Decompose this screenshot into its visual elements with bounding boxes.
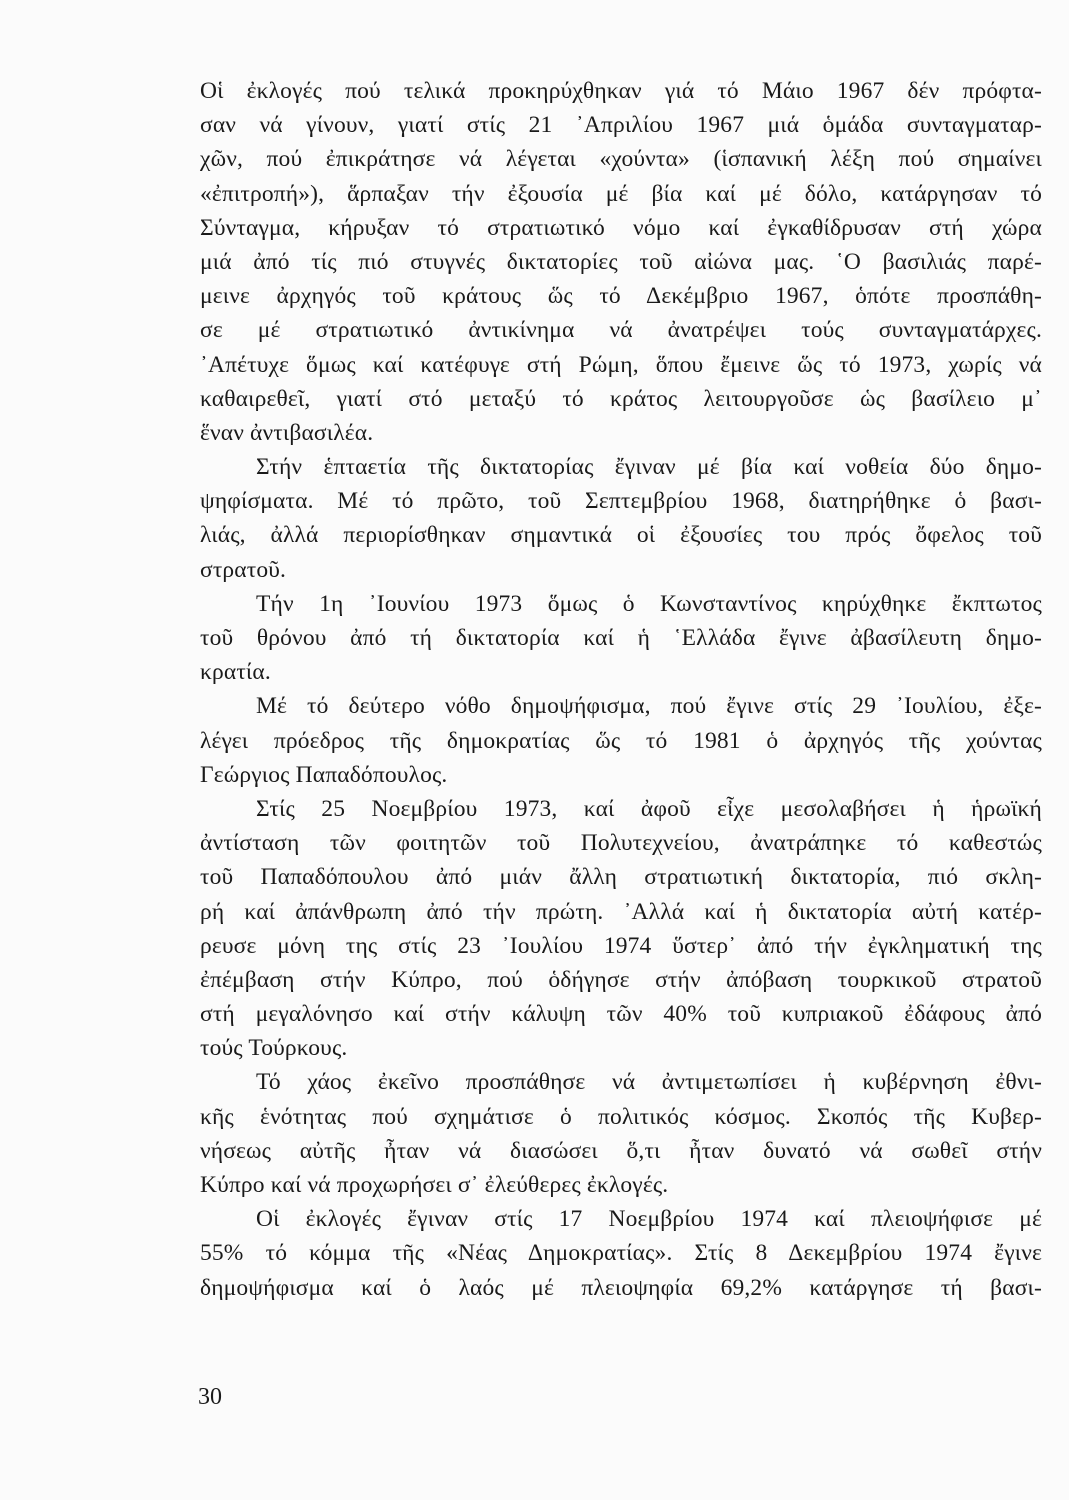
body-text <box>200 74 1042 1305</box>
text-line: καθαιρεθεῖ, γιατί στό μεταξύ τό κράτος λειτουργοῦσε ὡς βασίλειο μ᾿ <box>200 385 1042 412</box>
text-line: «ἐπιτροπή»), ἅρπαξαν τήν ἐξουσία μέ βία καί μέ δόλο, κατάργησαν τό <box>200 180 1042 207</box>
text-line: Γεώργιος Παπαδόπουλος. <box>200 761 448 788</box>
text-line: ρευσε μόνη της στίς 23 ᾿Ιουλίου 1974 ὕστερ᾿ ἀπό τήν ἐγκληματική της <box>200 932 1042 959</box>
text-line: τοῦ Παπαδόπουλου ἀπό μιάν ἄλλη στρατιωτική δικτατορία, πιό σκλη- <box>200 864 1042 891</box>
text-line: Μέ τό δεύτερο νόθο δημοψήφισμα, πού ἔγινε στίς 29 ᾿Ιουλίου, ἐξε- <box>256 693 1042 720</box>
text-line: κρατία. <box>200 659 271 686</box>
text-line: στρατοῦ. <box>200 556 287 583</box>
text-line: σε μέ στρατιωτικό ἀντικίνημα νά ἀνατρέψει τούς συνταγματάρχες. <box>200 317 1042 344</box>
text-line: σαν νά γίνουν, γιατί στίς 21 ᾿Απριλίου 1967 μιά ὁμάδα συνταγματαρ- <box>200 112 1042 139</box>
text-line: λιάς, ἀλλά περιορίσθηκαν σημαντικά οἱ ἐξουσίες του πρός ὄφελος τοῦ <box>200 522 1042 549</box>
text-line: Τήν 1η ᾿Ιουνίου 1973 ὅμως ὁ Κωνσταντίνος κηρύχθηκε ἔκπτωτος <box>256 590 1042 617</box>
text-line: ψηφίσματα. Μέ τό πρῶτο, τοῦ Σεπτεμβρίου 1968, διατηρήθηκε ὁ βασι- <box>200 488 1042 515</box>
text-line: Τό χάος ἐκεῖνο προσπάθησε νά ἀντιμετωπίσει ἡ κυβέρνηση ἐθνι- <box>256 1069 1042 1096</box>
text-line: ἐπέμβαση στήν Κύπρο, πού ὁδήγησε στήν ἀπόβαση τουρκικοῦ στρατοῦ <box>200 966 1042 993</box>
text-line: Οἱ ἐκλογές πού τελικά προκηρύχθηκαν γιά τό Μάιο 1967 δέν πρόφτα- <box>200 78 1042 104</box>
text-line: Κύπρο καί νά προχωρήσει σ᾿ ἐλεύθερες ἐκλογές. <box>200 1172 669 1198</box>
text-line: Σύνταγμα, κήρυξαν τό στρατιωτικό νόμο καί ἐγκαθίδρυσαν στή χώρα <box>200 214 1042 241</box>
text-line: ρή καί ἀπάνθρωπη ἀπό τήν πρώτη. ᾿Αλλά καί ἡ δικτατορία αὐτή κατέρ- <box>200 898 1042 925</box>
text-line: ἀντίσταση τῶν φοιτητῶν τοῦ Πολυτεχνείου, ἀνατράπηκε τό καθεστώς <box>200 830 1042 857</box>
text-line: νήσεως αὐτῆς ἦταν νά διασώσει ὅ,τι ἦταν δυνατό νά σωθεῖ στήν <box>200 1137 1042 1164</box>
page-number: 30 <box>198 1384 222 1410</box>
text-line: λέγει πρόεδρος τῆς δημοκρατίας ὥς τό 1981 ὁ ἀρχηγός τῆς χούντας <box>200 727 1042 754</box>
text-line: τοῦ θρόνου ἀπό τή δικτατορία καί ἡ ῾Ελλάδα ἔγινε ἀβασίλευτη δημο- <box>200 625 1042 651</box>
text-line: κῆς ἑνότητας πού σχημάτισε ὁ πολιτικός κόσμος. Σκοπός τῆς Κυβερ- <box>200 1103 1042 1130</box>
text-line: Στήν ἑπταετία τῆς δικτατορίας ἔγιναν μέ βία καί νοθεία δύο δημο- <box>256 454 1042 481</box>
text-line: τούς Τούρκους. <box>200 1035 348 1062</box>
text-line: χῶν, πού ἐπικράτησε νά λέγεται «χούντα» (ἱσπανική λέξη πού σημαίνει <box>200 146 1042 173</box>
text-line: μιά ἀπό τίς πιό στυγνές δικτατορίες τοῦ αἰώνα μας. ῾Ο βασιλιάς παρέ- <box>200 248 1042 275</box>
text-line: Στίς 25 Νοεμβρίου 1973, καί ἀφοῦ εἶχε μεσολαβήσει ἡ ἡρωϊκή <box>256 795 1042 822</box>
text-line: Οἱ ἐκλογές ἔγιναν στίς 17 Νοεμβρίου 1974 καί πλειοψήφισε μέ <box>256 1206 1042 1233</box>
text-line: ἕναν ἀντιβασιλέα. <box>200 419 374 446</box>
text-line: ᾿Απέτυχε ὅμως καί κατέφυγε στή Ρώμη, ὅπου ἔμεινε ὥς τό 1973, χωρίς νά <box>200 351 1042 378</box>
text-line: δημοψήφισμα καί ὁ λαός μέ πλειοψηφία 69,2% κατάργησε τή βασι- <box>200 1274 1042 1301</box>
text-line: μεινε ἀρχηγός τοῦ κράτους ὥς τό Δεκέμβριο 1967, ὁπότε προσπάθη- <box>200 283 1042 310</box>
text-line: στή μεγαλόνησο καί στήν κάλυψη τῶν 40% τοῦ κυπριακοῦ ἐδάφους ἀπό <box>200 1001 1042 1028</box>
text-line: 55% τό κόμμα τῆς «Νέας Δημοκρατίας». Στίς 8 Δεκεμβρίου 1974 ἔγινε <box>200 1240 1042 1267</box>
